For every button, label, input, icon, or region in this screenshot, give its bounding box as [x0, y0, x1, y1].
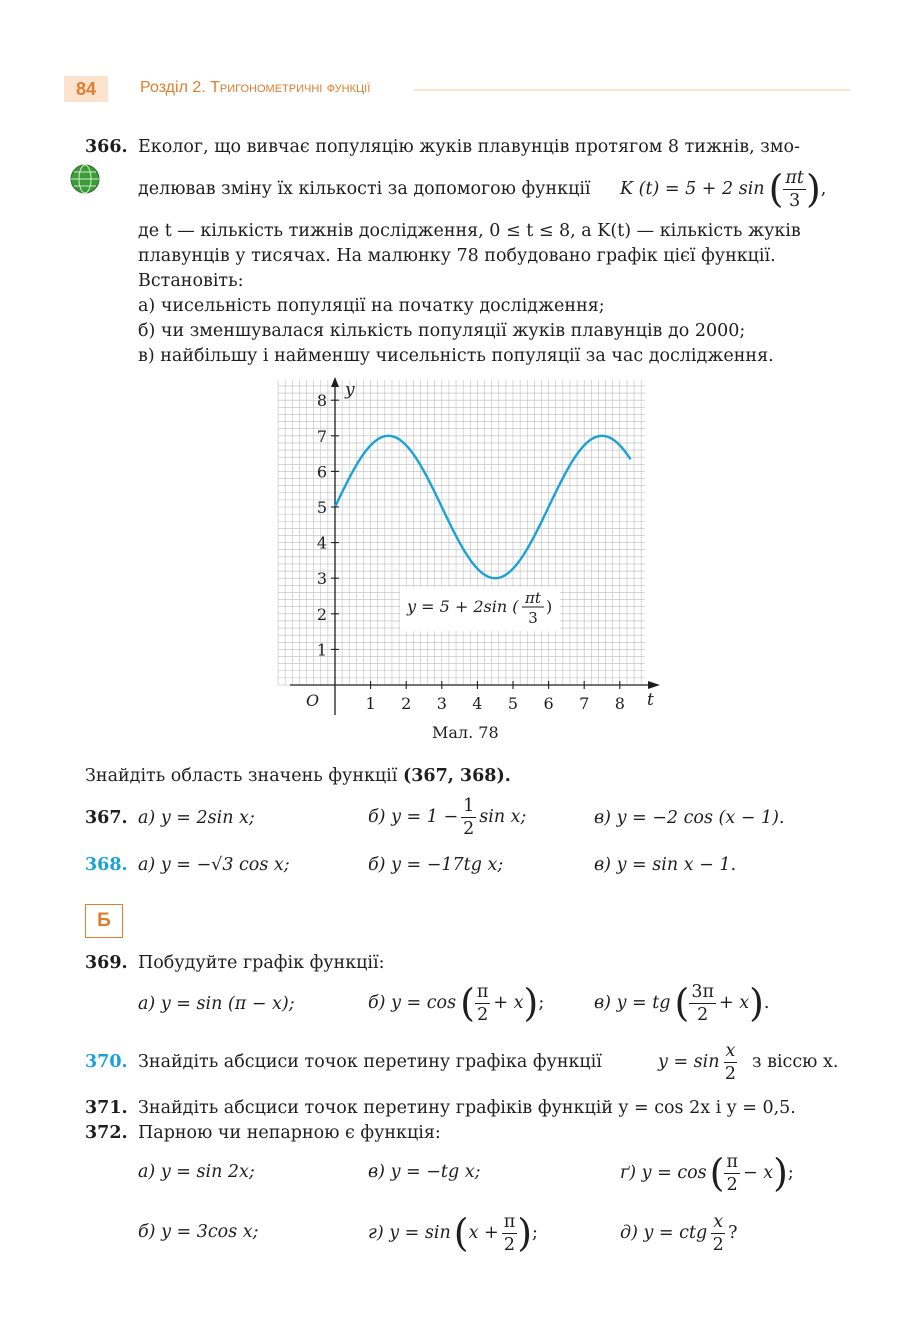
y-tick-label: 3 [316, 569, 327, 589]
problem-371-text: Знайдіть абсциси точок перетину графіків функцій y = cos 2x і y = 0,5. [138, 1098, 796, 1118]
x-tick-label: 1 [365, 694, 376, 713]
x-tick-label: 8 [614, 694, 625, 713]
problem-368-v: в) y = sin x − 1. [594, 855, 737, 875]
problem-371-number: 371. [85, 1098, 128, 1118]
y-tick-label: 5 [316, 498, 327, 517]
header-rule [414, 89, 850, 91]
problem-366-line4: плавунців у тисячах. На малюнку 78 побудовано графік цієї функції. [138, 246, 776, 266]
problem-366-item-v: в) найбільшу і найменшу чисельність популяції за час дослідження. [138, 346, 774, 366]
x-tick-label: 5 [507, 694, 519, 713]
problem-366-item-a: а) чисельність популяції на початку дослідження; [138, 296, 605, 316]
y-tick-label: 7 [316, 426, 327, 446]
y-tick-label: 4 [316, 533, 327, 553]
problem-366-line1: Еколог, що вивчає популяцію жуків плавунців протягом 8 тижнів, змо- [138, 137, 800, 157]
x-tick-label: 7 [579, 694, 590, 713]
problem-369-text: Побудуйте графік функції: [138, 953, 385, 973]
problem-372-v: в) y = −tg x; [368, 1162, 481, 1182]
x-tick-label: 3 [436, 694, 447, 713]
axis-y-label: y [345, 380, 355, 400]
problem-369-a: а) y = sin (π − x); [138, 994, 295, 1014]
globe-icon [70, 164, 100, 194]
figure-caption: Мал. 78 [432, 723, 499, 742]
problem-372-d: д) y = ctg $\frac{x}{2}$ ? [620, 1211, 738, 1255]
problem-368-b: б) y = −17tg x; [368, 855, 504, 875]
problem-367-b: б) y = 1 − $\frac{1}{2}$ sin x; [368, 795, 527, 839]
problem-370-formula: y = sin $\frac{x}{2}$ [658, 1040, 737, 1084]
x-tick-label: 2 [401, 694, 412, 713]
problem-370-end: з віссю x. [752, 1052, 839, 1072]
problem-366-line3: де t — кількість тижнів дослідження, 0 ≤ t ≤ 8, а K(t) — кількість жуків [138, 221, 801, 241]
chart-axes [290, 377, 660, 715]
problem-369-v: в) y = tg ( $\frac{3\pi}{2}$ + x ) . [594, 981, 770, 1025]
problem-367-a: а) y = 2sin x; [138, 808, 255, 828]
page-number: 84 [64, 76, 108, 102]
problem-366-line2: делював зміну їх кількості за допомогою функції [138, 179, 591, 199]
problem-367-v: в) y = −2 cos (x − 1). [594, 808, 785, 828]
problem-366-line5: Встановіть: [138, 271, 244, 291]
y-axis-arrow [331, 377, 339, 387]
level-badge-b: Б [85, 904, 123, 938]
y-tick-label: 8 [316, 391, 327, 411]
problem-367-number: 367. [85, 808, 128, 828]
intro-367-368: Знайдіть область значень функції (367, 368). [85, 766, 511, 786]
problem-372-g: г) y = sin ( x + $\frac{\pi}{2}$ ) ; [368, 1211, 538, 1255]
problem-366-item-b: б) чи зменшувалася кількість популяції жуків плавунців до 2000; [138, 321, 746, 341]
origin-label: O [306, 691, 320, 710]
problem-368-number: 368. [85, 855, 128, 875]
problem-369-number: 369. [85, 953, 128, 973]
legend-text-left: y = 5 + 2sin ( [407, 597, 519, 616]
x-axis-arrow [648, 681, 660, 689]
legend-num: πt [525, 589, 541, 607]
y-tick-label: 6 [316, 462, 327, 482]
legend-den: 3 [528, 609, 538, 627]
y-tick-label: 2 [316, 604, 327, 624]
figure-78-chart [270, 375, 670, 720]
chart-ticks [317, 391, 625, 713]
problem-369-b: б) y = cos ( $\frac{\pi}{2}$ + x ) ; [368, 981, 545, 1025]
x-tick-label: 4 [472, 694, 483, 713]
chapter-title: Розділ 2. Тригонометричні функції [140, 79, 371, 96]
chart-grid [278, 380, 645, 685]
problem-372-number: 372. [85, 1123, 128, 1143]
problem-372-text: Парною чи непарною є функція: [138, 1123, 441, 1143]
problem-370-text: Знайдіть абсциси точок перетину графіка функції [138, 1052, 602, 1072]
axis-x-label: t [647, 690, 654, 710]
problem-368-a: а) y = −√3 cos x; [138, 855, 290, 875]
problem-370-number: 370. [85, 1052, 128, 1072]
problem-372-b: б) y = 3cos x; [138, 1222, 259, 1242]
problem-366-number: 366. [85, 137, 128, 157]
chart-legend [400, 587, 560, 631]
legend-text-right: ) [546, 597, 553, 616]
y-tick-label: 1 [316, 640, 327, 660]
problem-372-a: а) y = sin 2x; [138, 1162, 255, 1182]
problem-366-formula: K (t) = 5 + 2 sin ( $\frac{\pi t}{3}$ ) , [620, 167, 827, 211]
x-tick-label: 6 [543, 694, 554, 713]
problem-372-g1: ґ) y = cos ( $\frac{\pi}{2}$ − x ) ; [620, 1151, 794, 1195]
